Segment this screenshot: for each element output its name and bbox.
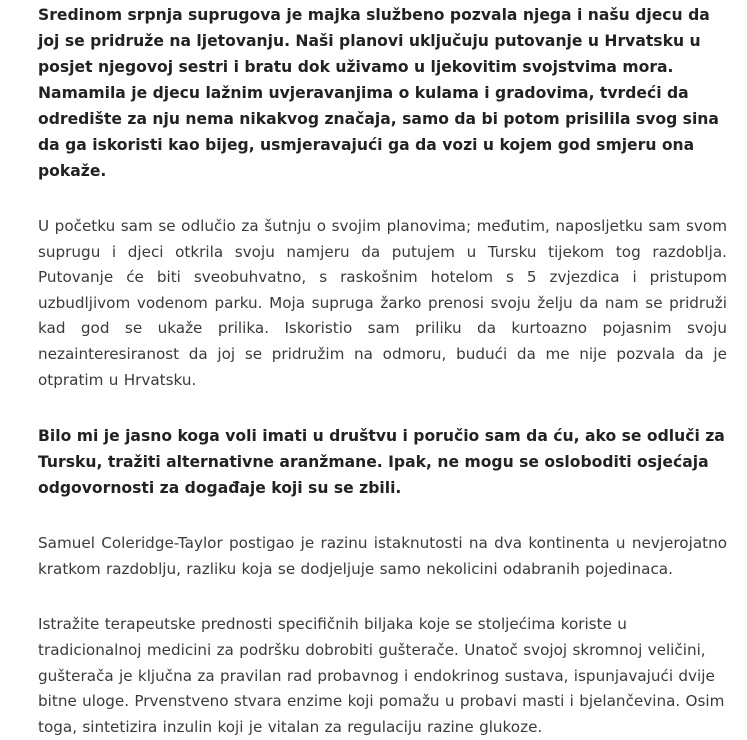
paragraph-alternative-arrangements: Bilo mi je jasno koga voli imati u društvu i poručio sam da ću, ako se odluči za Tursku, tražiti alternativne aranžmane. Ipak, ne mogu se osloboditi osjećaja odgovornosti za događaje koji su se zbili. bbox=[38, 427, 725, 498]
paragraph-family-vacation-invitation: Sredinom srpnja suprugova je majka službeno pozvala njega i našu djecu da joj se pridruže na ljetovanju. Naši planovi uključuju putovanje u Hrvatsku u posjet njegovoj sestri i bratu dok uživamo u ljekovitim svojstvima mora. Namamila je djecu lažnim uvjeravanjima o kulama i gradovima, tvrdeći da odredište za nju nema nikakvog značaja, samo da bi potom prisilila svog sina da ga iskoristi kao bijeg, usmjeravajući ga da vozi u kojem god smjeru ona pokaže. bbox=[38, 6, 719, 180]
paragraph-turkey-trip-plans: U početku sam se odlučio za šutnju o svojim planovima; međutim, naposljetku sam svom suprugu i djeci otkrila svoju namjeru da putujem u Tursku tijekom tog razdoblja. Putovanje će biti sveobuhvatno, s raskošnim hotelom s 5 zvjezdica i pristupom uzbudljivom vodenom parku. Moja supruga žarko prenosi svoju želju da nam se pridruži kad god se ukaže prilika. Iskoristio sam priliku da kurtoazno pojasnim svoju nezainteresiranost da joj se pridružim na odmoru, budući da me nije pozvala da je otpratim u Hrvatsku. bbox=[38, 217, 727, 389]
paragraph-coleridge-taylor: Samuel Coleridge-Taylor postigao je razinu istaknutosti na dva kontinenta u nevjerojatno kratkom razdoblju, razliku koja se dodjeljuje samo nekolicini odabranih pojedinaca. bbox=[38, 534, 727, 578]
paragraph-pancreas-herbs: Istražite terapeutske prednosti specifičnih biljaka koje se stoljećima koriste u tradicionalnoj medicini za podršku dobrobiti gušterače. Unatoč svojoj skromnoj veličini, gušterača je ključna za pravilan rad probavnog i endokrinog sustava, ispunjavajući dvije bitne uloge. Prvenstveno stvara enzime koji pomažu u probavi masti i bjelančevina. Osim toga, sintetizira inzulin koji je vitalan za regulaciju razine glukoze. bbox=[38, 615, 725, 736]
